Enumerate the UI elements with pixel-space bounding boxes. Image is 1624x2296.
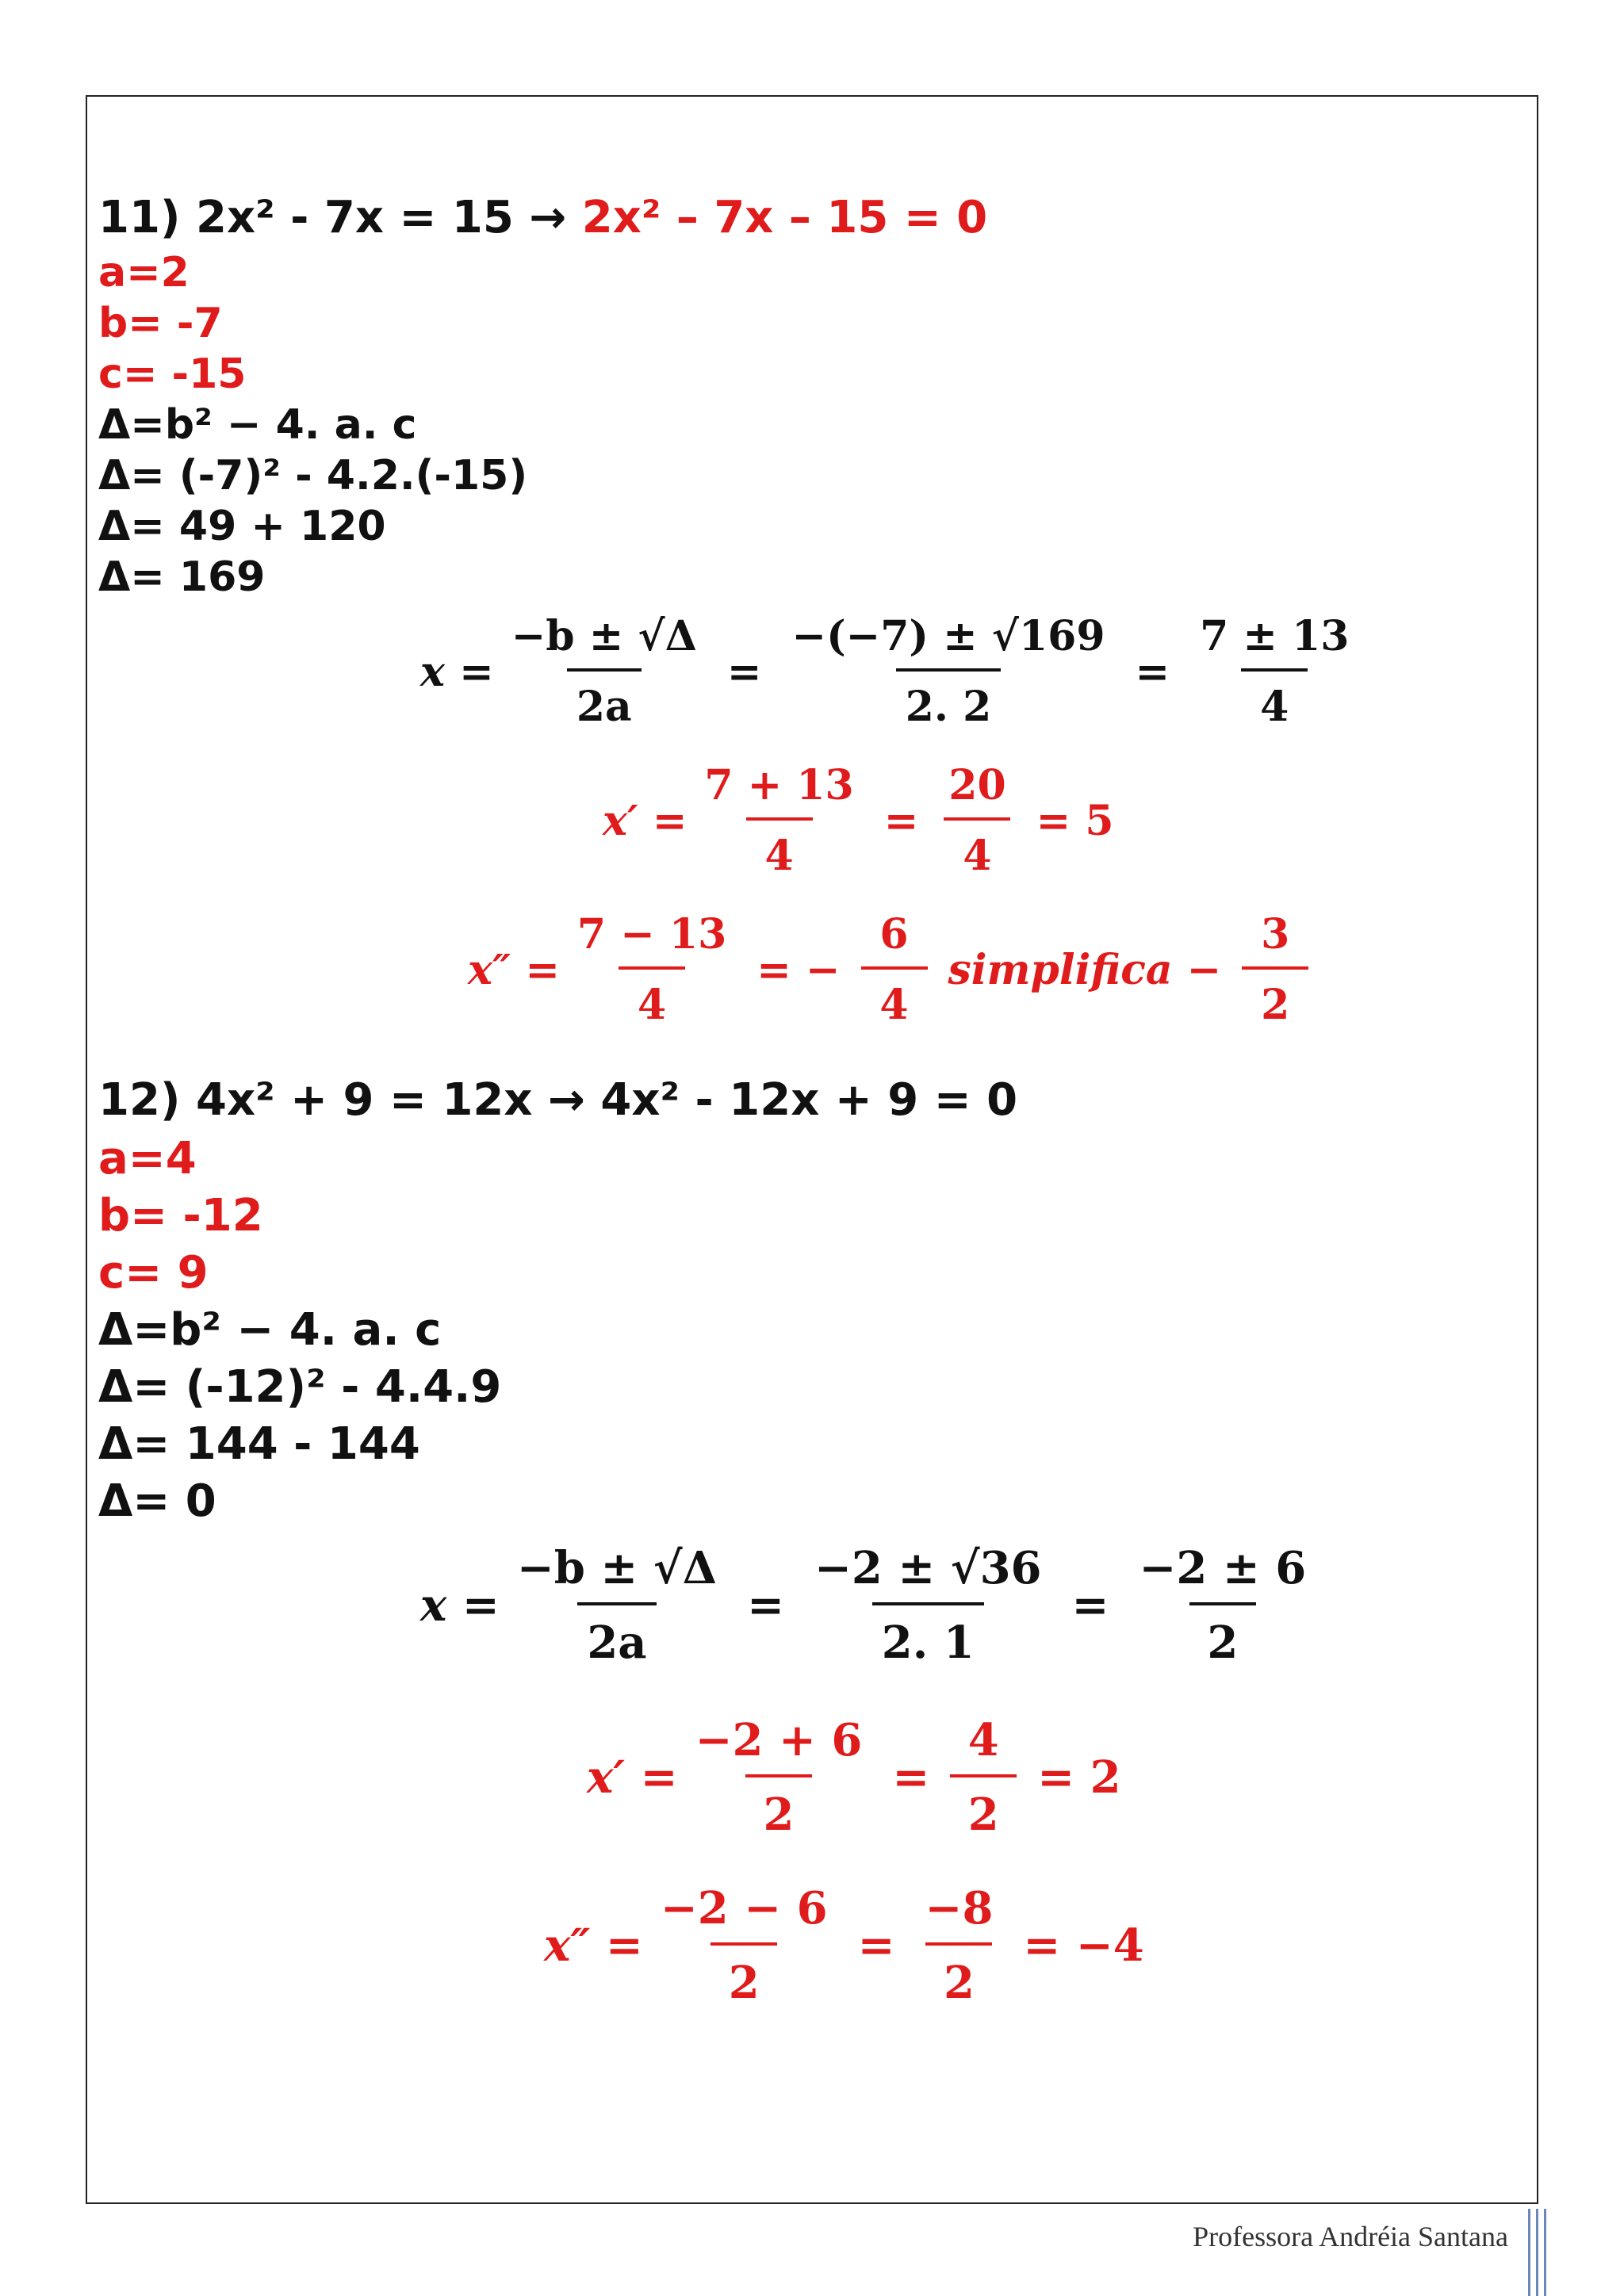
exercise-11-title: 11) 2x² - 7x = 15 → 2x² – 7x – 15 = 0: [98, 192, 988, 243]
coef-c: c= 9: [98, 1247, 209, 1299]
exercise-12-title: 12) 4x² + 9 = 12x → 4x² - 12x + 9 = 0: [98, 1074, 1018, 1126]
arrow-icon: →: [529, 192, 567, 243]
bhaskara-11: x = $\frac{-b \pm √\Delta}{2a}$ = $\frac{-(-7) \pm √169}{2. 2}$ = $\frac{7 \pm 13}{4}$: [420, 612, 1350, 731]
delta-formula: Δ=b² − 4. a. c: [98, 401, 417, 449]
footer-decoration-bars: [1528, 2209, 1549, 2296]
delta-sum: Δ= 49 + 120: [98, 503, 386, 550]
bhaskara-12: x = $\frac{-b \pm √\Delta}{2a}$ = $\frac{-2 \pm √36}{2. 1}$ = $\frac{-2 \pm 6}{2}$: [420, 1542, 1307, 1669]
root-x1-11: x′ = $\frac{7 + 13}{4}$ = $\frac{20}{4}$ = 5: [603, 761, 1114, 880]
delta-sum: Δ= 144 - 144: [98, 1418, 420, 1470]
root-x1-12: x′ = $\frac{-2 + 6}{2}$ = $\frac{4}{2}$ = 2: [587, 1714, 1121, 1841]
coef-a: a=4: [98, 1133, 197, 1184]
coef-a: a=2: [98, 249, 190, 297]
arrow-icon: →: [548, 1074, 585, 1126]
delta-formula: Δ=b² − 4. a. c: [98, 1304, 442, 1356]
coef-c: c= -15: [98, 350, 247, 398]
root-x2-11: x″ = $\frac{7 - 13}{4}$ = − $\frac{6}{4}$ simplifica − $\frac{3}{2}$: [468, 910, 1316, 1029]
coef-b: b= -12: [98, 1190, 263, 1242]
coef-b: b= -7: [98, 300, 223, 347]
footer-author: Professora Andréia Santana: [1193, 2221, 1508, 2252]
delta-value: Δ= 0: [98, 1475, 216, 1527]
delta-substitution: Δ= (-12)² - 4.4.9: [98, 1361, 502, 1413]
delta-substitution: Δ= (-7)² - 4.2.(-15): [98, 452, 528, 499]
delta-value: Δ= 169: [98, 553, 266, 601]
root-x2-12: x″ = $\frac{-2 - 6}{2}$ = $\frac{-8}{2}$ = −4: [544, 1882, 1144, 2009]
